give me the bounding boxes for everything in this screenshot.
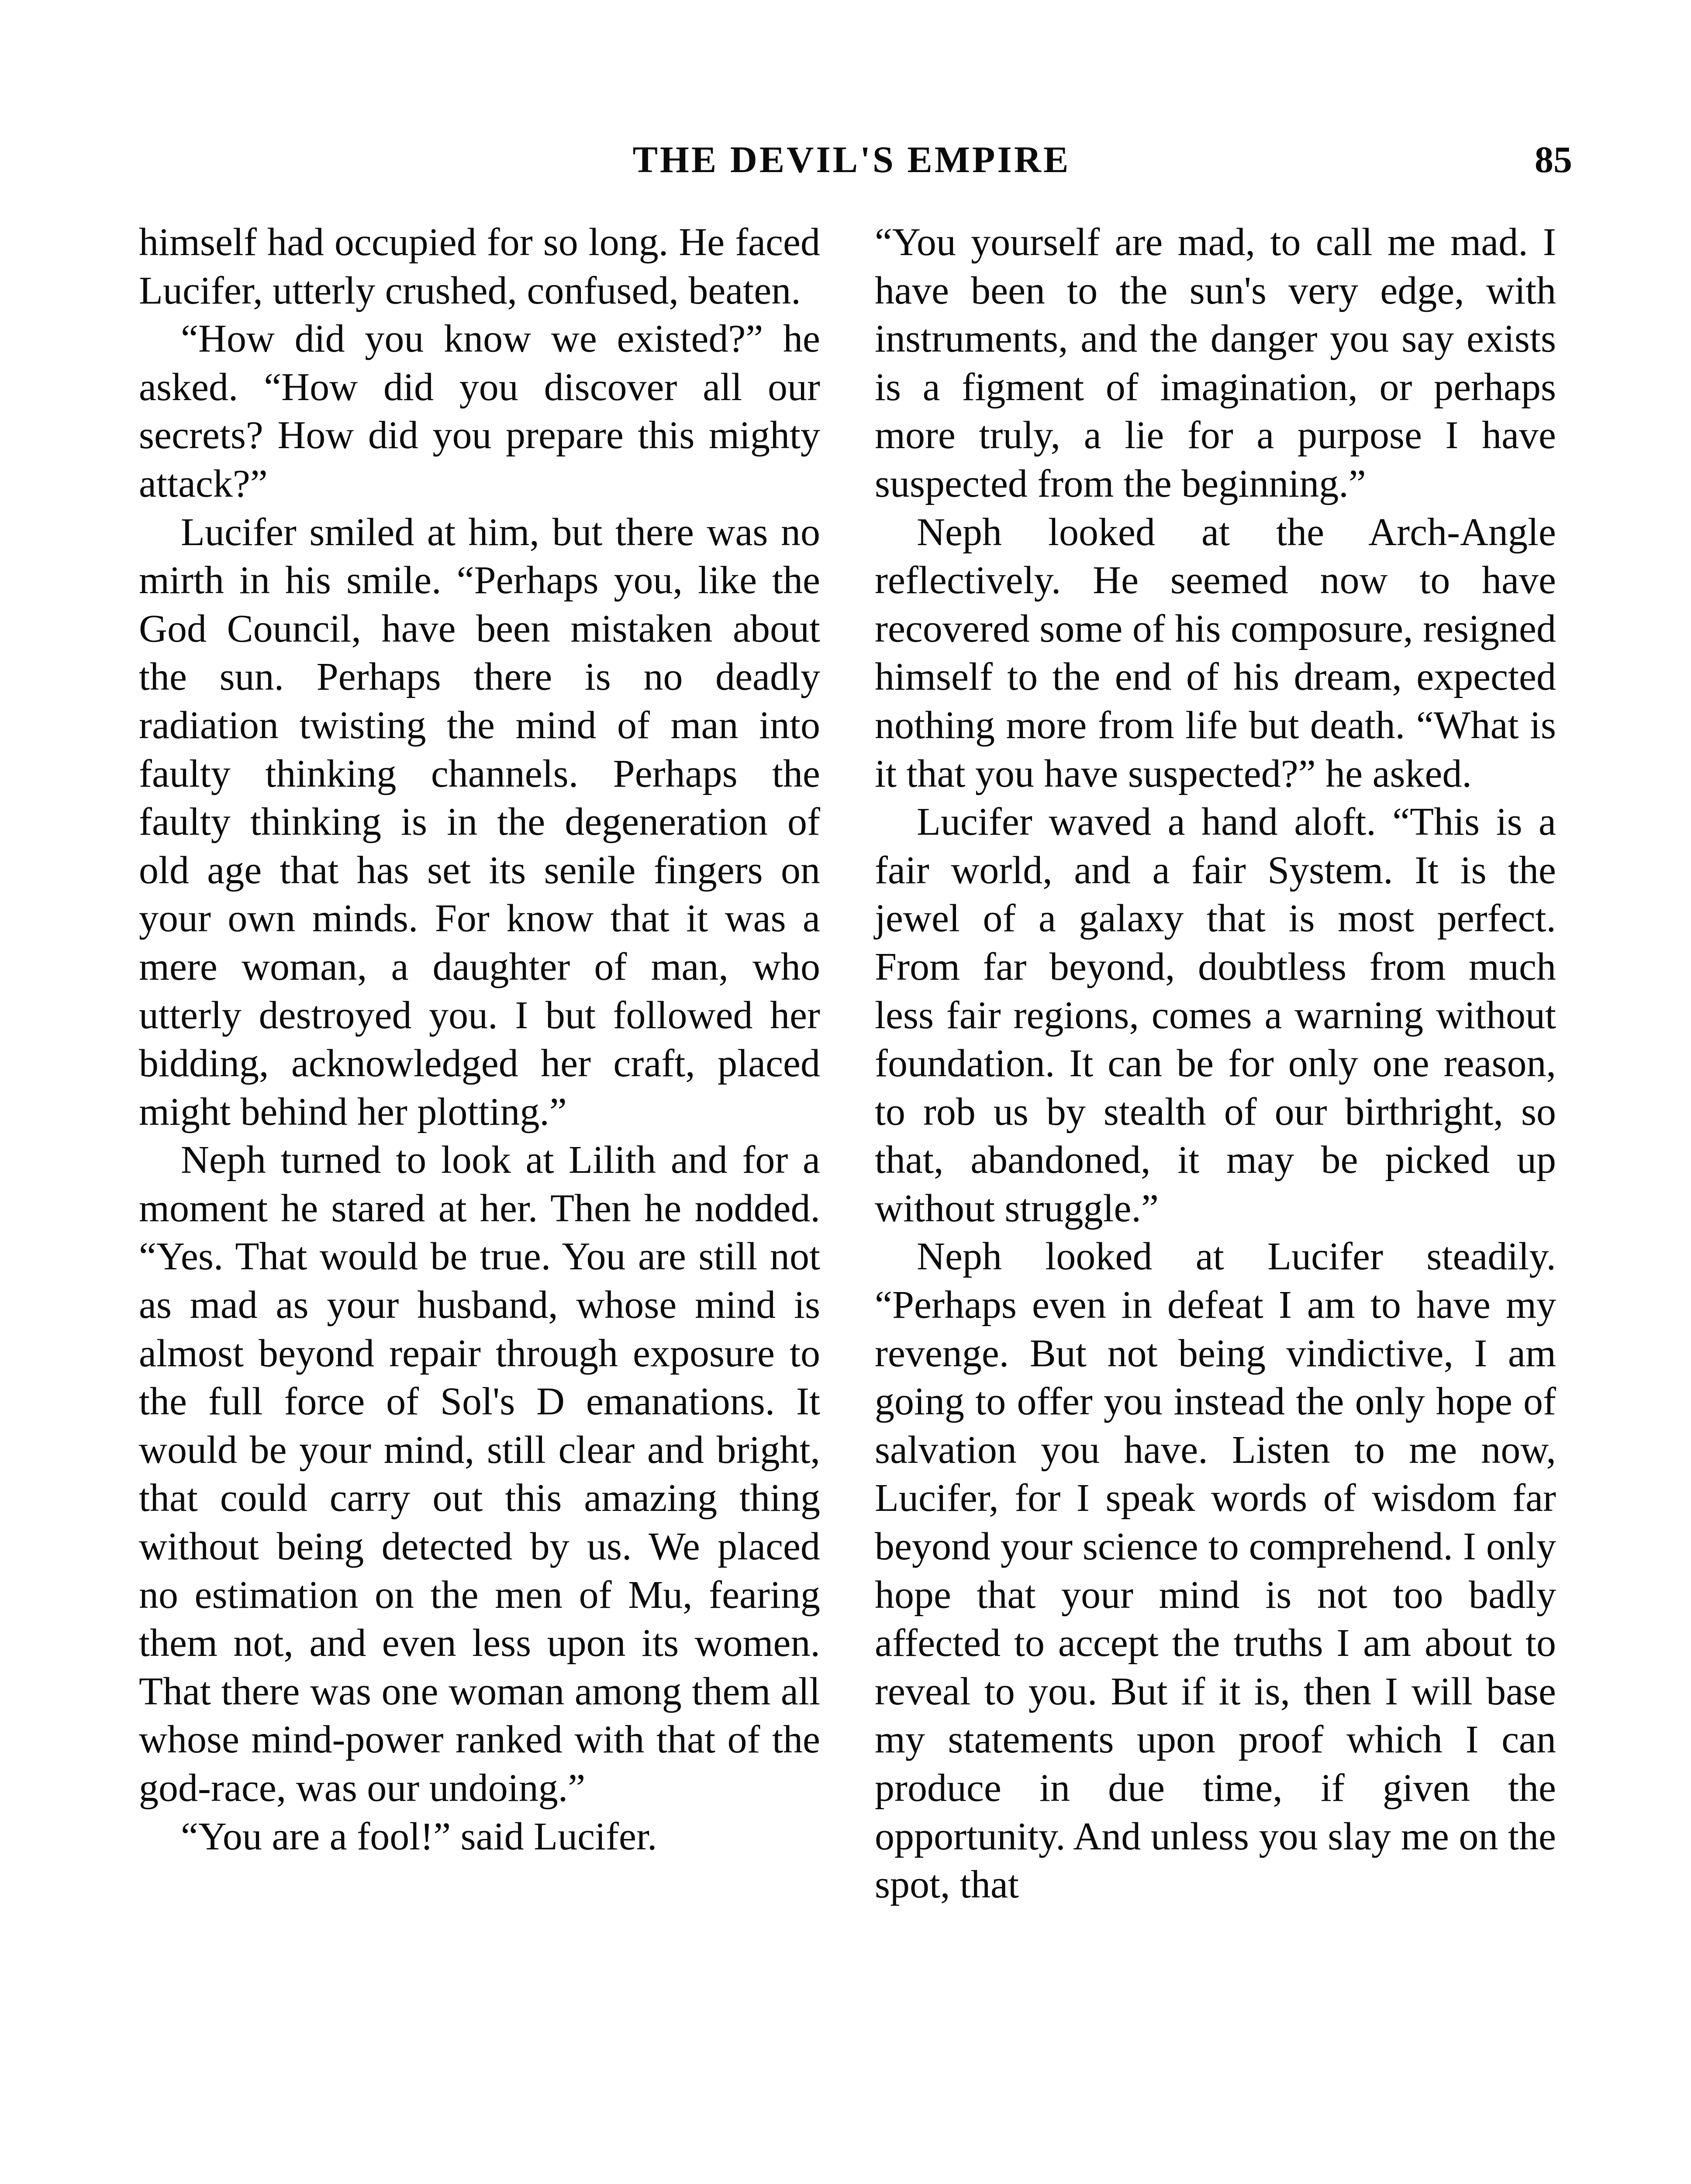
paragraph: Lucifer waved a hand aloft. “This is a fair world, and a fair System. It is the jewel of a galaxy that is most perfect. From far beyond, doubtless from much less fair regions, comes a warning without foundation. It can be for only one reason, to rob us by stealth of our birthright, so that, abandoned, it may be picked up without struggle.” <box>875 800 1556 1230</box>
left-column <box>139 218 820 1861</box>
paragraph: Neph turned to look at Lilith and for a moment he stared at her. Then he nodded. “Yes. That would be true. You are still not as mad as your husband, whose mind is almost beyond repair through exposure to the full force of Sol's D emanations. It would be your mind, still clear and bright, that could carry out this amazing thing without being detected by us. We placed no estimation on the men of Mu, fearing them not, and even less upon its women. That there was one woman among them all whose mind-power ranked with that of the god-race, was our undoing.” <box>139 1138 820 1810</box>
paragraph: himself had occupied for so long. He faced Lucifer, utterly crushed, confused, beaten. <box>139 221 820 312</box>
paragraph: “How did you know we existed?” he asked. “How did you discover all our secrets? How did you prepare this mighty attack?” <box>139 317 820 505</box>
paragraph: Neph looked at Lucifer steadily. “Perhaps even in defeat I am to have my revenge. But not being vindictive, I am going to offer you instead the only hope of salvation you have. Listen to me now, Lucifer, for I speak words of wisdom far beyond your science to comprehend. I only hope that your mind is not too badly affected to accept the truths I am about to reveal to you. But if it is, then I will base my statements upon proof which I can produce in due time, if given the opportunity. And unless you slay me on the spot, that <box>875 1235 1556 1907</box>
running-title: THE DEVIL'S EMPIRE <box>632 138 1071 180</box>
paragraph: “You are a fool!” said Lucifer. <box>181 1814 657 1858</box>
right-column <box>875 218 1556 1909</box>
paragraph: Lucifer smiled at him, but there was no mirth in his smile. “Perhaps you, like the God Council, have been mistaken about the sun. Perhaps there is no deadly radiation twisting the mind of man into faulty thinking channels. Perhaps the faulty thinking is in the degeneration of old age that has set its senile fingers on your own minds. For know that it was a mere woman, a daughter of man, who utterly destroyed you. I but followed her bidding, acknowledged her craft, placed might behind her plotting.” <box>139 510 820 1133</box>
paragraph: “You yourself are mad, to call me mad. I have been to the sun's very edge, with instruments, and the danger you say exists is a figment of imagination, or perhaps more truly, a lie for a purpose I have suspected from the beginning.” <box>875 221 1556 505</box>
running-head <box>131 131 1572 188</box>
paragraph: Neph looked at the Arch-Angle reflectively. He seemed now to have recovered some of his composure, resigned himself to the end of his dream, expected nothing more from life but death. “What is it that you have suspected?” he asked. <box>875 510 1556 795</box>
page-number: 85 <box>1535 138 1572 180</box>
